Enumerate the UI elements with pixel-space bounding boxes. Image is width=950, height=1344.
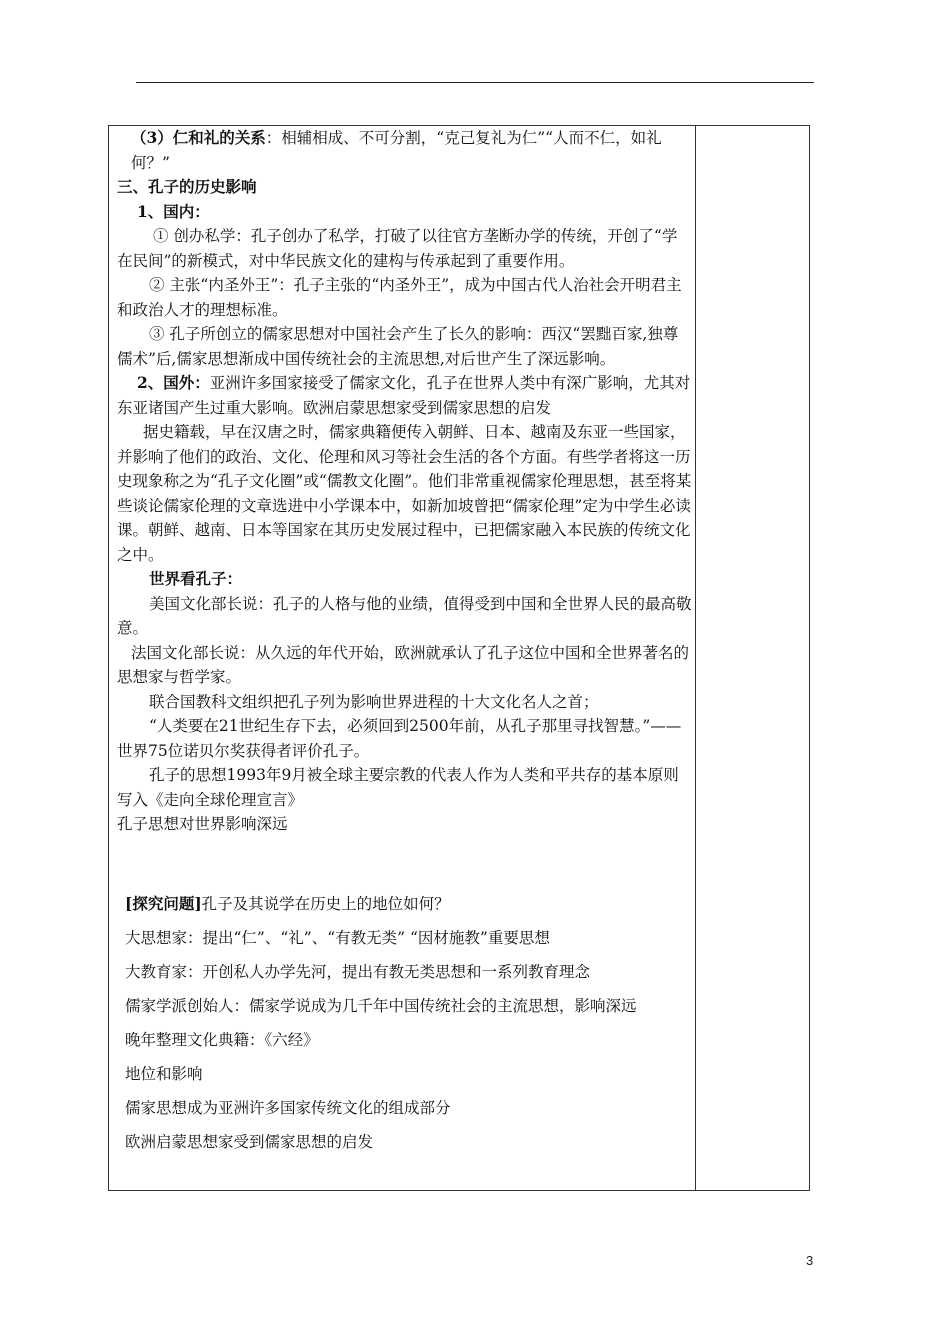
world-declaration-text: 孔子的思想1993年9月被全球主要宗教的代表人作为人类和平共存的基本原则写入《走向全球伦理宣言》 — [117, 766, 679, 809]
domestic-item-1-text: ① 创办私学：孔子创办了私学，打破了以往官方垄断办学的传统，开创了“学在民间”的新模式，对中华民族文化的建构与传承起到了重要作用。 — [117, 227, 678, 270]
world-quote-france — [117, 641, 692, 690]
world-summary: 孔子思想对世界影响深远 — [117, 815, 288, 833]
abroad-text: 亚洲许多国家接受了儒家文化，孔子在世界人类中有深广影响，尤其对东亚诸国产生过重大影响。欧洲启蒙思想家受到儒家思想的启发 — [117, 374, 691, 417]
world-quote-usa — [117, 592, 692, 641]
abroad-paragraph — [117, 371, 692, 420]
world-nobel-text: “人类要在21世纪生存下去，必须回到2500年前，从孔子那里寻找智慧。”——世界75位诺贝尔奖获得者评价孔子。 — [117, 717, 682, 760]
explore-answer-classics: 晚年整理文化典籍：《六经》 — [125, 1030, 319, 1049]
explore-answer-founder: 儒家学派创始人：儒家学说成为几千年中国传统社会的主流思想，影响深远 — [125, 996, 637, 1015]
main-cell — [117, 125, 692, 1159]
world-unesco — [117, 690, 692, 715]
ren-li-heading: （3）仁和礼的关系 — [131, 128, 266, 147]
domestic-item-3 — [117, 322, 692, 371]
domestic-item-1 — [117, 224, 692, 273]
page-number: 3 — [806, 1253, 814, 1268]
explore-status-asia: 儒家思想成为亚洲许多国家传统文化的组成部分 — [125, 1098, 451, 1117]
abroad-history-text: 据史籍载，早在汉唐之时，儒家典籍便传入朝鲜、日本、越南及东亚一些国家，并影响了他们的政治、文化、伦理和风习等社会生活的各个方面。有些学者将这一历史现象称之为“孔子文化圈”或“儒教文化圈”。他们非常重视儒家伦理思想，甚至将某些谈论儒家伦理的文章选进中小学课本中，如新加坡曾把“儒家伦理”定为中学生必读课。朝鲜、越南、日本等国家在其历史发展过程中，已把儒家融入本民族的传统文化之中。 — [117, 423, 692, 564]
explore-answer-educator: 大教育家：开创私人办学先河，提出有教无类思想和一系列教育理念 — [125, 962, 591, 981]
explore-status-europe: 欧洲启蒙思想家受到儒家思想的启发 — [125, 1132, 374, 1151]
explore-question-text: 孔子及其说学在历史上的地位如何？ — [201, 894, 450, 913]
section-title-influence: 三、孔子的历史影响 — [117, 177, 257, 196]
ren-li-text: ：相辅相成、不可分割，“克己复礼为仁”“人而不仁，如礼何？” — [131, 129, 662, 172]
explore-label: [探究问题] — [125, 893, 202, 913]
domestic-item-2-text: ② 主张“内圣外王”：孔子主张的“内圣外王”，成为中国古代人治社会开明君主和政治人才的理想标准。 — [117, 276, 682, 319]
domestic-heading: 1、国内： — [137, 201, 210, 221]
abroad-history — [117, 420, 692, 567]
explore-question — [117, 887, 692, 921]
abroad-heading: 2、国外： — [137, 373, 210, 392]
explore-status-heading: 地位和影响 — [125, 1064, 203, 1083]
domestic-item-3-text: ③ 孔子所创立的儒家思想对中国社会产生了长久的影响：西汉“罢黜百家,独尊儒术”后,儒家思想渐成中国传统社会的主流思想,对后世产生了深远影响。 — [117, 325, 679, 368]
ren-li-relation — [117, 126, 692, 175]
world-heading: 世界看孔子： — [149, 569, 243, 588]
world-declaration — [117, 763, 692, 812]
header-rule — [136, 82, 814, 83]
world-quote-france-text: 法国文化部长说：从久远的年代开始，欧洲就承认了孔子这位中国和全世界著名的思想家与哲学家。 — [117, 643, 690, 686]
world-unesco-text: 联合国教科文组织把孔子列为影响世界进程的十大文化名人之首； — [149, 692, 599, 711]
world-nobel — [117, 714, 692, 763]
table-column-divider — [695, 125, 696, 1191]
domestic-item-2 — [117, 273, 692, 322]
explore-answer-thinker: 大思想家：提出“仁”、“礼”、“有教无类” “因材施教”重要思想 — [125, 928, 550, 947]
explore-section — [117, 887, 692, 1159]
world-quote-usa-text: 美国文化部长说：孔子的人格与他的业绩，值得受到中国和全世界人民的最高敬意。 — [117, 594, 692, 637]
